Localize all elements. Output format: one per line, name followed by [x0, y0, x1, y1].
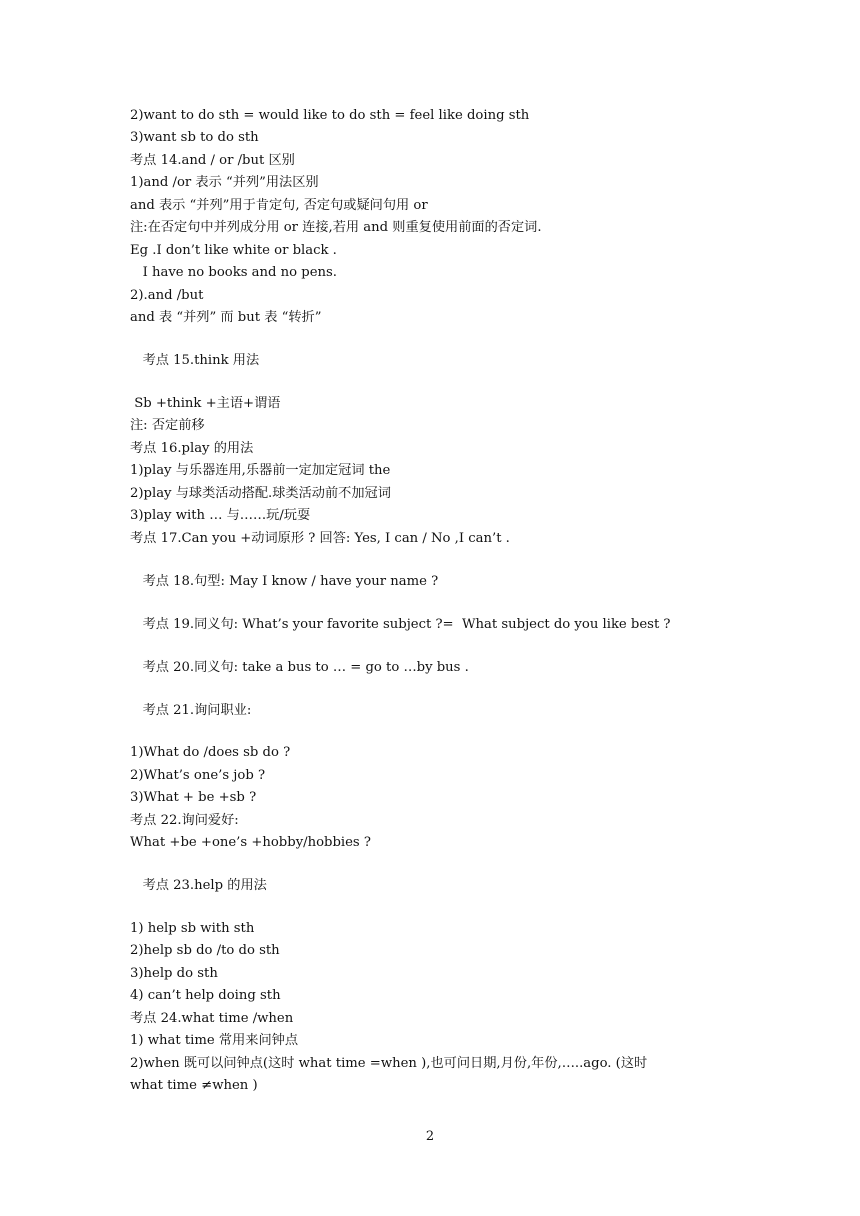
section-heading: 考点 18.句型: May I know / have your name ? — [130, 574, 439, 589]
text-line: 2)What’s one’s job ? — [130, 768, 266, 783]
text-line: 3)help do sth — [130, 966, 218, 981]
text-line: 2).and /but — [130, 288, 204, 303]
text-line: 3)What + be +sb ? — [130, 790, 257, 805]
text-line: Eg .I don’t like white or black . — [130, 243, 337, 258]
text-line: What +be +one’s +hobby/hobbies ? — [130, 835, 371, 850]
text-line: and 表 “并列” 而 but 表 “转折” — [130, 310, 322, 325]
text-line: 2)play 与球类活动搭配.球类活动前不加冠词 — [130, 486, 391, 501]
text-line: 2)want to do sth = would like to do sth = feel like doing sth — [130, 108, 530, 123]
section-heading: 考点 16.play 的用法 — [130, 441, 254, 456]
page-number: 2 — [425, 1129, 435, 1144]
text-line: 注: 否定前移 — [130, 418, 205, 433]
section-heading: 考点 21.询问职业: — [130, 703, 252, 718]
text-line: 2)help sb do /to do sth — [130, 943, 280, 958]
text-line: 1)What do /does sb do ? — [130, 745, 291, 760]
section-heading: 考点 24.what time /when — [130, 1011, 294, 1026]
text-line: what time ≠when ) — [130, 1078, 258, 1093]
text-line: 1)and /or 表示 “并列”用法区别 — [130, 175, 319, 190]
section-heading: 考点 23.help 的用法 — [130, 878, 267, 893]
section-heading: 考点 22.询问爱好: — [130, 813, 239, 828]
text-line: 1) help sb with sth — [130, 921, 255, 936]
text-line: 3)play with … 与……玩/玩耍 — [130, 508, 311, 523]
text-line: 1)play 与乐器连用,乐器前一定加定冠词 the — [130, 463, 391, 478]
text-line: 3)want sb to do sth — [130, 130, 259, 145]
text-line: Sb +think +主语+谓语 — [130, 396, 281, 411]
text-line: and 表示 “并列”用于肯定句, 否定句或疑问句用 or — [130, 198, 428, 213]
text-line: 1) what time 常用来问钟点 — [130, 1033, 299, 1048]
section-heading: 考点 20.同义句: take a bus to … = go to …by bus . — [130, 660, 469, 675]
text-line: 2)when 既可以问钟点(这时 what time =when ),也可问日期,月份,年份,…..ago. (这时 — [130, 1056, 648, 1071]
text-line: I have no books and no pens. — [130, 265, 337, 280]
section-heading: 考点 14.and / or /but 区别 — [130, 153, 295, 168]
section-heading: 考点 15.think 用法 — [130, 353, 260, 368]
section-heading: 考点 19.同义句: What’s your favorite subject ?= What subject do you like best ? — [130, 617, 671, 632]
text-line: 注:在否定句中并列成分用 or 连接,若用 and 则重复使用前面的否定词. — [130, 220, 542, 235]
text-line: 4) can’t help doing sth — [130, 988, 281, 1003]
section-heading: 考点 17.Can you +动词原形 ? 回答: Yes, I can / No ,I can’t . — [130, 531, 510, 546]
